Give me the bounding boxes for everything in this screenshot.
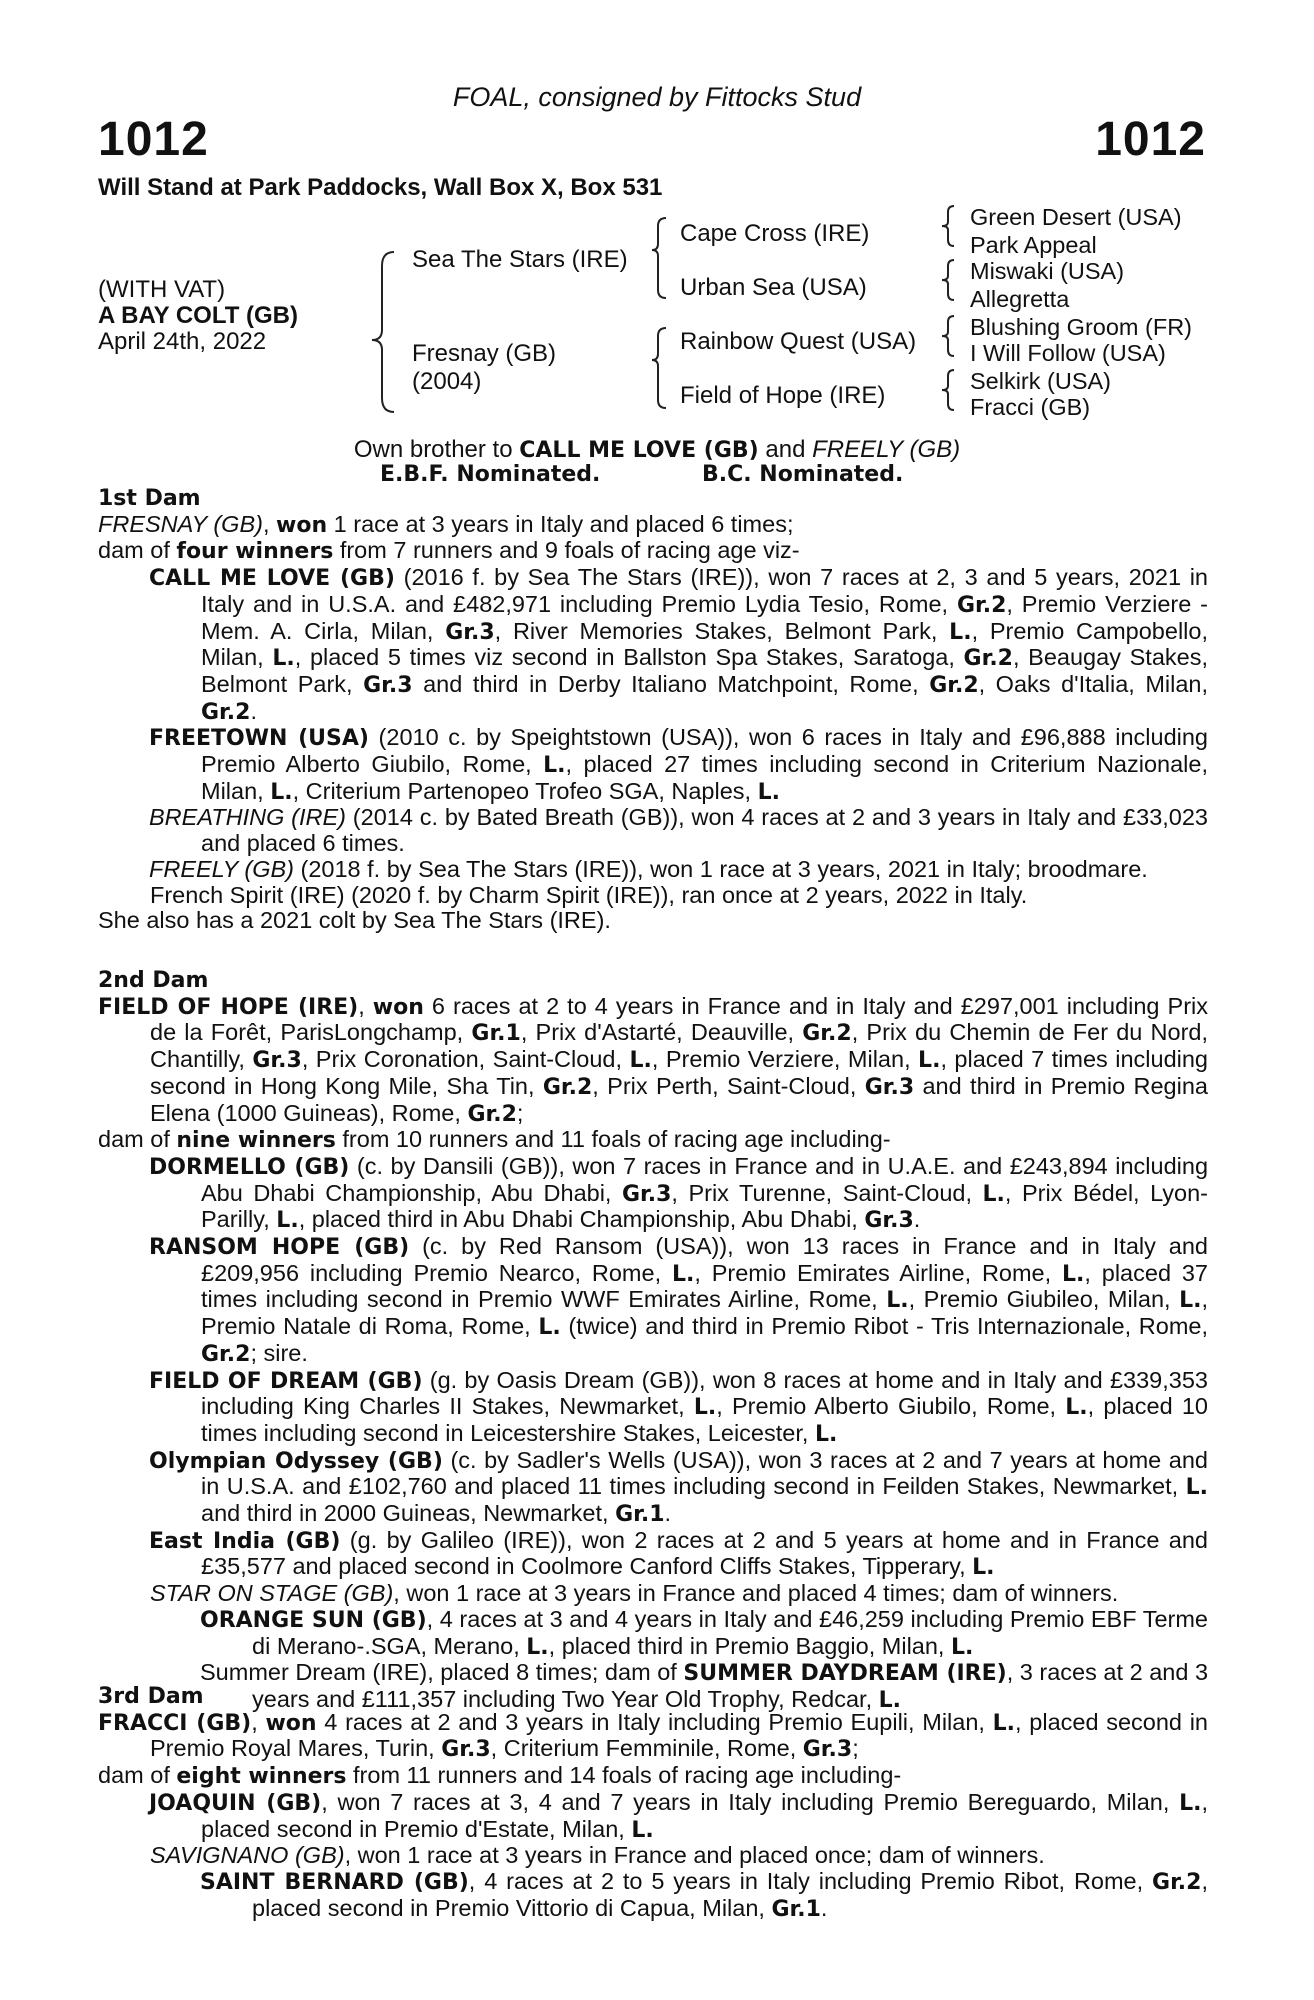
pedigree-g6: I Will Follow (USA) — [970, 340, 1166, 366]
pedigree-g4: Allegretta — [970, 286, 1070, 312]
horse-name: A BAY COLT (GB) — [98, 302, 299, 329]
first-dam-heading: 1st Dam — [98, 486, 201, 511]
pedigree-g5: Blushing Groom (FR) — [970, 314, 1192, 340]
produce-entry: FIELD OF DREAM (GB) (g. by Oasis Dream (GB)), won 8 races at home and in Italy and £339,353 including King Charles II Stakes, Newmarket, L., Premio Alberto Giubilo, Rome, L., placed 10 times including second in Leicestershire Stakes, Leicester, L. — [149, 1366, 1208, 1447]
pedigree-sire-dam: Urban Sea (USA) — [680, 274, 867, 301]
horse-dob: April 24th, 2022 — [98, 328, 267, 355]
pedigree-g3: Miswaki (USA) — [970, 258, 1125, 284]
third-dam-produce: dam of eight winners from 11 runners and 14 foals of racing age including- — [98, 1762, 902, 1790]
third-dam-section — [98, 1684, 1208, 1922]
second-dam-produce: dam of nine winners from 10 runners and 11 foals of racing age including- — [98, 1126, 891, 1154]
consignment-line: FOAL, consigned by Fittocks Stud — [452, 82, 862, 112]
produce-entry: CALL ME LOVE (GB) (2016 f. by Sea The Stars (IRE)), won 7 races at 2, 3 and 5 years, 2021 in Italy and in U.S.A. and £482,971 including Premio Lydia Tesio, Rome, Gr.2, Premio Verziere - Mem. A. Cirla, Milan, Gr.3, River Memories Stakes, Belmont Park, L., Premio Campobello, Milan, L., placed 5 times viz second in Ballston Spa Stakes, Saratoga, Gr.2, Beaugay Stakes, Belmont Park, Gr.3 and third in Derby Italiano Matchpoint, Rome, Gr.2, Oaks d'Italia, Milan, Gr.2. — [149, 564, 1209, 725]
second-dam-intro: FIELD OF HOPE (IRE), won 6 races at 2 to 4 years in France and in Italy and £297,001 including Prix de la Forêt, ParisLongchamp, Gr.1, Prix d'Astarté, Deauville, Gr.2, Prix du Chemin de Fer du Nord, Chantilly, Gr.3, Prix Coronation, Saint-Cloud, L., Premio Verziere, Milan, L., placed 7 times including second in Hong Kong Mile, Sha Tin, Gr.2, Prix Perth, Saint-Cloud, Gr.3 and third in Premio Regina Elena (1000 Guineas), Rome, Gr.2; — [98, 992, 1209, 1127]
brother-note: Own brother to CALL ME LOVE (GB) and FREELY (GB) — [353, 436, 961, 463]
pedigree-sire-sire: Cape Cross (IRE) — [680, 220, 870, 247]
pedigree-g1: Green Desert (USA) — [970, 204, 1182, 230]
pedigree-sire: Sea The Stars (IRE) — [412, 246, 628, 273]
produce-entry: FREETOWN (USA) (2010 c. by Speightstown (USA)), won 6 races in Italy and £96,888 including Premio Alberto Giubilo, Rome, L., placed 27 times including second in Criterium Nazionale, Milan, L., Criterium Partenopeo Trofeo SGA, Naples, L. — [149, 724, 1208, 805]
second-dam-heading: 2nd Dam — [98, 968, 209, 993]
vat-note: (WITH VAT) — [98, 276, 226, 303]
pedigree-dam: Fresnay (GB) — [412, 340, 557, 367]
produce-entry: FREELY (GB) (2018 f. by Sea The Stars (IRE)), won 1 race at 3 years, 2021 in Italy; broodmare. — [149, 855, 1148, 882]
ebf-nominated: E.B.F. Nominated. — [380, 462, 601, 487]
third-dam-heading: 3rd Dam — [98, 1684, 204, 1709]
produce-entry: French Spirit (IRE) (2020 f. by Charm Spirit (IRE)), ran once at 2 years, 2022 in Italy. — [150, 881, 1028, 908]
produce-entry: BREATHING (IRE) (2014 c. by Bated Breath (GB)), won 4 races at 2 and 3 years in Italy and £33,023 and placed 6 times. — [149, 804, 1208, 857]
pedigree-g2: Park Appeal — [970, 232, 1097, 258]
produce-entry: STAR ON STAGE (GB), won 1 race at 3 years in France and placed 4 times; dam of winners. — [150, 1580, 1119, 1607]
pedigree-g8: Fracci (GB) — [970, 394, 1091, 420]
first-dam-also: She also has a 2021 colt by Sea The Stars (IRE). — [98, 907, 611, 934]
first-dam-produce: dam of four winners from 7 runners and 9 foals of racing age viz- — [98, 537, 800, 565]
bc-nominated: B.C. Nominated. — [702, 462, 904, 487]
lot-number-left: 1012 — [98, 113, 209, 166]
produce-entry: JOAQUIN (GB), won 7 races at 3, 4 and 7 years in Italy including Premio Bereguardo, Milan, L., placed second in Premio d'Estate, Milan, L. — [149, 1788, 1208, 1843]
pedigree-dam-sire: Rainbow Quest (USA) — [680, 328, 917, 355]
produce-entry: SAVIGNANO (GB), won 1 race at 3 years in France and placed once; dam of winners. — [150, 1842, 1045, 1869]
produce-entry: Summer Dream (IRE), placed 8 times; dam of SUMMER DAYDREAM (IRE), 3 races at 2 and 3 years and £111,357 including Two Year Old Trophy, Redcar, L. — [200, 1659, 1209, 1713]
produce-entry: DORMELLO (GB) (c. by Dansili (GB)), won 7 races in France and in U.A.E. and £243,894 including Abu Dhabi Championship, Abu Dhabi, Gr.3, Prix Turenne, Saint-Cloud, L., Prix Bédel, Lyon-Parilly, L., placed third in Abu Dhabi Championship, Abu Dhabi, Gr.3. — [149, 1152, 1209, 1234]
pedigree-g7: Selkirk (USA) — [970, 368, 1112, 394]
second-dam-section — [98, 968, 1208, 1714]
produce-entry: SAINT BERNARD (GB), 4 races at 2 to 5 years in Italy including Premio Ribot, Rome, Gr.2, placed second in Premio Vittorio di Capua, Milan, Gr.1. — [200, 1867, 1208, 1922]
pedigree-dam-year: (2004) — [412, 368, 482, 395]
third-dam-intro: FRACCI (GB), won 4 races at 2 and 3 years in Italy including Premio Eupili, Milan, L., placed second in Premio Royal Mares, Turin, Gr.3, Criterium Femminile, Rome, Gr.3; — [98, 1708, 1208, 1763]
stand-location: Will Stand at Park Paddocks, Wall Box X, Box 531 — [98, 174, 663, 201]
pedigree-dam-dam: Field of Hope (IRE) — [680, 382, 886, 409]
produce-entry: ORANGE SUN (GB), 4 races at 3 and 4 years in Italy and £46,259 including Premio EBF Terme di Merano-.SGA, Merano, L., placed third in Premio Baggio, Milan, L. — [200, 1605, 1208, 1660]
produce-entry: RANSOM HOPE (GB) (c. by Red Ransom (USA)), won 13 races in France and in Italy and £209,956 including Premio Nearco, Rome, L., Premio Emirates Airline, Rome, L., placed 37 times including second in Premio WWF Emirates Airline, Rome, L., Premio Giubileo, Milan, L., Premio Natale di Roma, Rome, L. (twice) and third in Premio Ribot - Tris Internazionale, Rome, Gr.2; sire. — [149, 1233, 1208, 1367]
first-dam-section — [98, 486, 1208, 934]
produce-entry: East India (GB) (g. by Galileo (IRE)), won 2 races at 2 and 5 years at home and in France and £35,577 and placed second in Coolmore Canford Cliffs Stakes, Tipperary, L. — [149, 1526, 1208, 1581]
first-dam-intro: FRESNAY (GB), won 1 race at 3 years in Italy and placed 6 times; — [98, 510, 794, 538]
lot-number-right: 1012 — [1095, 113, 1206, 166]
produce-entry: Olympian Odyssey (GB) (c. by Sadler's Wells (USA)), won 3 races at 2 and 7 years at home and in U.S.A. and £102,760 and placed 11 times including second in Feilden Stakes, Newmarket, L. and third in 2000 Guineas, Newmarket, Gr.1. — [149, 1446, 1208, 1528]
